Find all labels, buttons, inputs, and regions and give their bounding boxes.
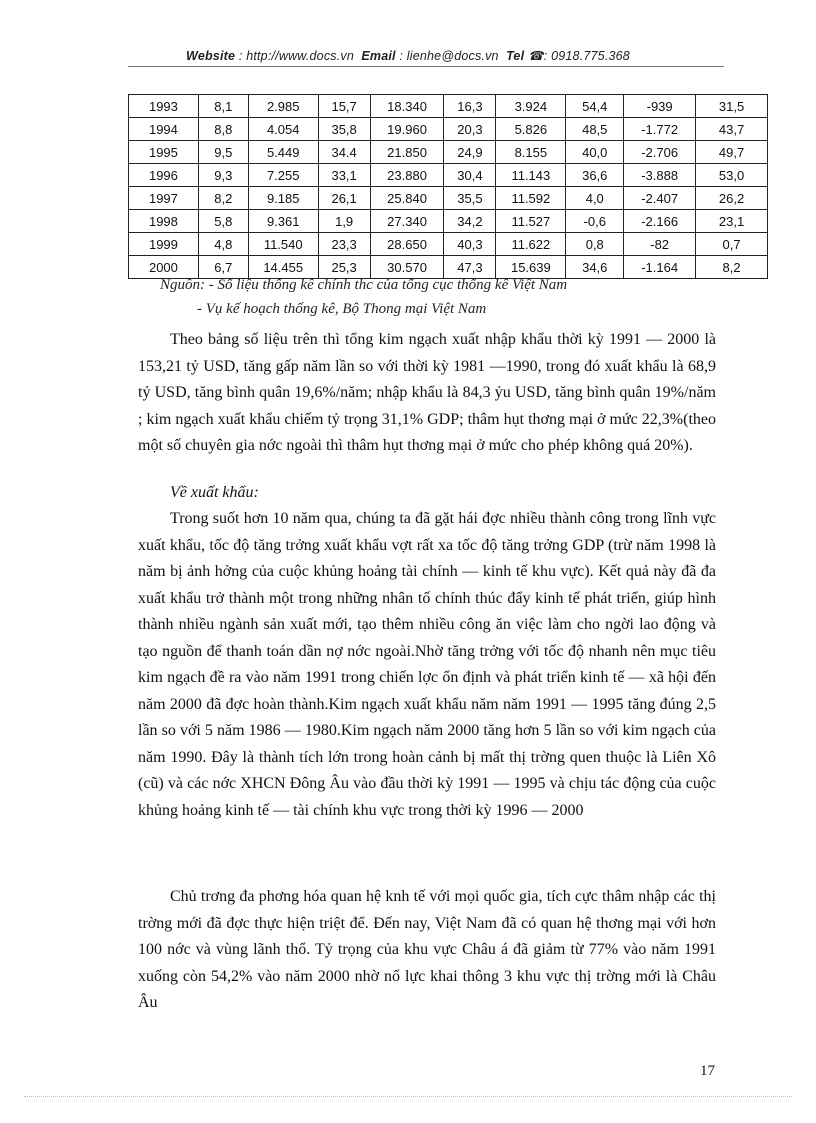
- table-cell: 2.985: [248, 95, 318, 118]
- footer-divider: [24, 1096, 792, 1097]
- table-cell: 5.826: [496, 118, 566, 141]
- table-cell: 1997: [129, 187, 199, 210]
- table-cell: 3.924: [496, 95, 566, 118]
- table-cell: 1996: [129, 164, 199, 187]
- table-cell: 1994: [129, 118, 199, 141]
- table-cell: 24,9: [444, 141, 496, 164]
- table-cell: 34,6: [566, 256, 624, 279]
- table-cell: -2.706: [624, 141, 696, 164]
- table-cell: 1998: [129, 210, 199, 233]
- tel-value: : 0918.775.368: [543, 49, 630, 63]
- table-cell: 26,1: [318, 187, 370, 210]
- table-cell: 34.4: [318, 141, 370, 164]
- table-cell: 35,5: [444, 187, 496, 210]
- paragraph-export-growth: Trong suốt hơn 10 năm qua, chúng ta đã gặt hái đợc nhiều thành công trong lĩnh vực xuất khẩu, tốc độ tăng trởng xuất khẩu vợt rất xa tốc độ tăng trởng GDP (trừ năm 1998 là năm bị ảnh hởng của cuộc khủng hoảng tài chính — kinh tế khu vực). Kết quả này đã đa xuất khẩu trở thành một trong những nhân tố chính thúc đẩy kinh tế phát triển, giúp hình thành nhiều ngành sản xuất mới, tạo thêm nhiều công ăn việc làm cho ngời lao động và tạo nguồn để thanh toán dần nợ nớc ngoài.Nhờ tăng trởng với tốc độ nhanh nên mục tiêu kim ngạch đề ra vào năm 1991 trong chiến lợc ổn định và phát triển kinh tế — xã hội đến năm 2000 đã đợc hoàn thành.Kim ngạch xuất khẩu năm năm 1991 — 1995 tăng đúng 2,5 lần so với 5 năm 1986 — 1980.Kim ngạch năm 2000 tăng hơn 5 lần so với kim ngạch của năm 1990. Đây là thành tích lớn trong hoàn cảnh bị mất thị trờng quen thuộc là Liên Xô (cũ) và các nớc XHCN Đông Âu vào đầu thời kỳ 1991 — 1995 và chịu tác động của cuộc khủng hoảng kinh tế — tài chính khu vực trong thời kỳ 1996 — 2000: [138, 510, 716, 819]
- table-cell: -3.888: [624, 164, 696, 187]
- phone-icon: ☎: [527, 49, 544, 63]
- paragraph-market-diversification: Chủ trơng đa phơng hóa quan hệ knh tế với mọi quốc gia, tích cực thâm nhập các thị trờng mới đã đợc thực hiện triệt để. Đến nay, Việt Nam đã có quan hệ thơng mại với hơn 100 nớc và vùng lãnh thổ. Tỷ trọng của khu vực Châu á đã giảm từ 77% vào năm 1991 xuống còn 54,2% vào năm 2000 nhờ nổ lực khai thông 3 khu vực thị trờng mới là Châu Âu: [138, 888, 716, 1011]
- table-row: [129, 233, 768, 256]
- table-cell: -1.164: [624, 256, 696, 279]
- table-cell: 27.340: [370, 210, 444, 233]
- table-cell: 35,8: [318, 118, 370, 141]
- table-cell: -0,6: [566, 210, 624, 233]
- table-cell: 19.960: [370, 118, 444, 141]
- table-cell: 20,3: [444, 118, 496, 141]
- table-cell: 0,7: [696, 233, 768, 256]
- page-header: [0, 48, 816, 63]
- table-cell: 1,9: [318, 210, 370, 233]
- table-cell: 47,3: [444, 256, 496, 279]
- table-cell: 25.840: [370, 187, 444, 210]
- table-cell: 15,7: [318, 95, 370, 118]
- table-cell: 9.361: [248, 210, 318, 233]
- table-cell: 1993: [129, 95, 199, 118]
- table-cell: 34,2: [444, 210, 496, 233]
- table-row: [129, 141, 768, 164]
- table-cell: 14.455: [248, 256, 318, 279]
- header-divider: [128, 66, 724, 67]
- table-cell: 15.639: [496, 256, 566, 279]
- table-cell: 9,5: [198, 141, 248, 164]
- table-cell: 21.850: [370, 141, 444, 164]
- table-cell: 23.880: [370, 164, 444, 187]
- table-cell: 23,3: [318, 233, 370, 256]
- table-cell: 40,3: [444, 233, 496, 256]
- section-heading-export: Về xuất khẩu:: [170, 484, 259, 501]
- table-row: [129, 164, 768, 187]
- table-cell: 1999: [129, 233, 199, 256]
- paragraph-summary: Theo bảng số liệu trên thì tổng kim ngạch xuất nhập khẩu thời kỳ 1991 — 2000 là 153,21 tỷ USD, tăng gấp năm lần so với thời kỳ 1981 —1990, trong đó xuất khẩu là 68,9 tỷ USD, tăng bình quân 19,6%/năm; nhập khẩu là 84,3 ỷu USD, tăng bình quân 19%/năm ; kim ngạch xuất khẩu chiếm tỷ trọng 31,1% GDP; thâm hụt thơng mại ở mức 22,3%(theo một số chuyên gia nớc ngoài thì thâm hụt thơng mại ở mức cho phép không quá 20%).: [138, 331, 716, 454]
- table-row: [129, 118, 768, 141]
- table-cell: -82: [624, 233, 696, 256]
- page-number: 17: [700, 1063, 715, 1079]
- table-cell: 33,1: [318, 164, 370, 187]
- table-row: [129, 210, 768, 233]
- table-cell: 11.527: [496, 210, 566, 233]
- table-cell: 30,4: [444, 164, 496, 187]
- table-cell: 4.054: [248, 118, 318, 141]
- table-cell: 11.622: [496, 233, 566, 256]
- table-cell: 23,1: [696, 210, 768, 233]
- table-cell: 9,3: [198, 164, 248, 187]
- table-cell: 5,8: [198, 210, 248, 233]
- table-cell: 4,0: [566, 187, 624, 210]
- table-cell: 40,0: [566, 141, 624, 164]
- table-cell: 53,0: [696, 164, 768, 187]
- table-cell: 49,7: [696, 141, 768, 164]
- website-label: Website: [186, 49, 236, 63]
- trade-data-table: [128, 94, 768, 279]
- table-cell: -1.772: [624, 118, 696, 141]
- table-cell: 36,6: [566, 164, 624, 187]
- email-label: Email: [361, 49, 396, 63]
- table-cell: -939: [624, 95, 696, 118]
- table-cell: 48,5: [566, 118, 624, 141]
- table-cell: 6,7: [198, 256, 248, 279]
- email-value: : lienhe@docs.vn: [399, 49, 499, 63]
- table-cell: 26,2: [696, 187, 768, 210]
- table-cell: 8.155: [496, 141, 566, 164]
- table-cell: 54,4: [566, 95, 624, 118]
- table-cell: 8,8: [198, 118, 248, 141]
- table-row: [129, 256, 768, 279]
- table-cell: 11.143: [496, 164, 566, 187]
- table-cell: 43,7: [696, 118, 768, 141]
- table-cell: 9.185: [248, 187, 318, 210]
- table-cell: 0,8: [566, 233, 624, 256]
- table-body: [129, 95, 768, 279]
- table-cell: 7.255: [248, 164, 318, 187]
- table-cell: 31,5: [696, 95, 768, 118]
- table-cell: 8,2: [198, 187, 248, 210]
- table-row: [129, 95, 768, 118]
- source-line-1: Nguồn: - Số liệu thống kê chính thc của tổng cục thống kê Việt Nam: [160, 277, 568, 293]
- table-cell: 30.570: [370, 256, 444, 279]
- table-cell: 25,3: [318, 256, 370, 279]
- website-value: : http://www.docs.vn: [238, 49, 355, 63]
- table-cell: 18.340: [370, 95, 444, 118]
- table-cell: 11.592: [496, 187, 566, 210]
- table-row: [129, 187, 768, 210]
- table-cell: 4,8: [198, 233, 248, 256]
- table-cell: 11.540: [248, 233, 318, 256]
- source-line-2: - Vụ kế hoạch thống kê, Bộ Thong mại Việt Nam: [197, 301, 487, 317]
- table-cell: 28.650: [370, 233, 444, 256]
- tel-label: Tel: [506, 49, 525, 63]
- table-cell: 1995: [129, 141, 199, 164]
- table-cell: -2.407: [624, 187, 696, 210]
- table-cell: 8,2: [696, 256, 768, 279]
- table-cell: 2000: [129, 256, 199, 279]
- table-cell: 8,1: [198, 95, 248, 118]
- table-cell: 5.449: [248, 141, 318, 164]
- table-cell: 16,3: [444, 95, 496, 118]
- table-cell: -2.166: [624, 210, 696, 233]
